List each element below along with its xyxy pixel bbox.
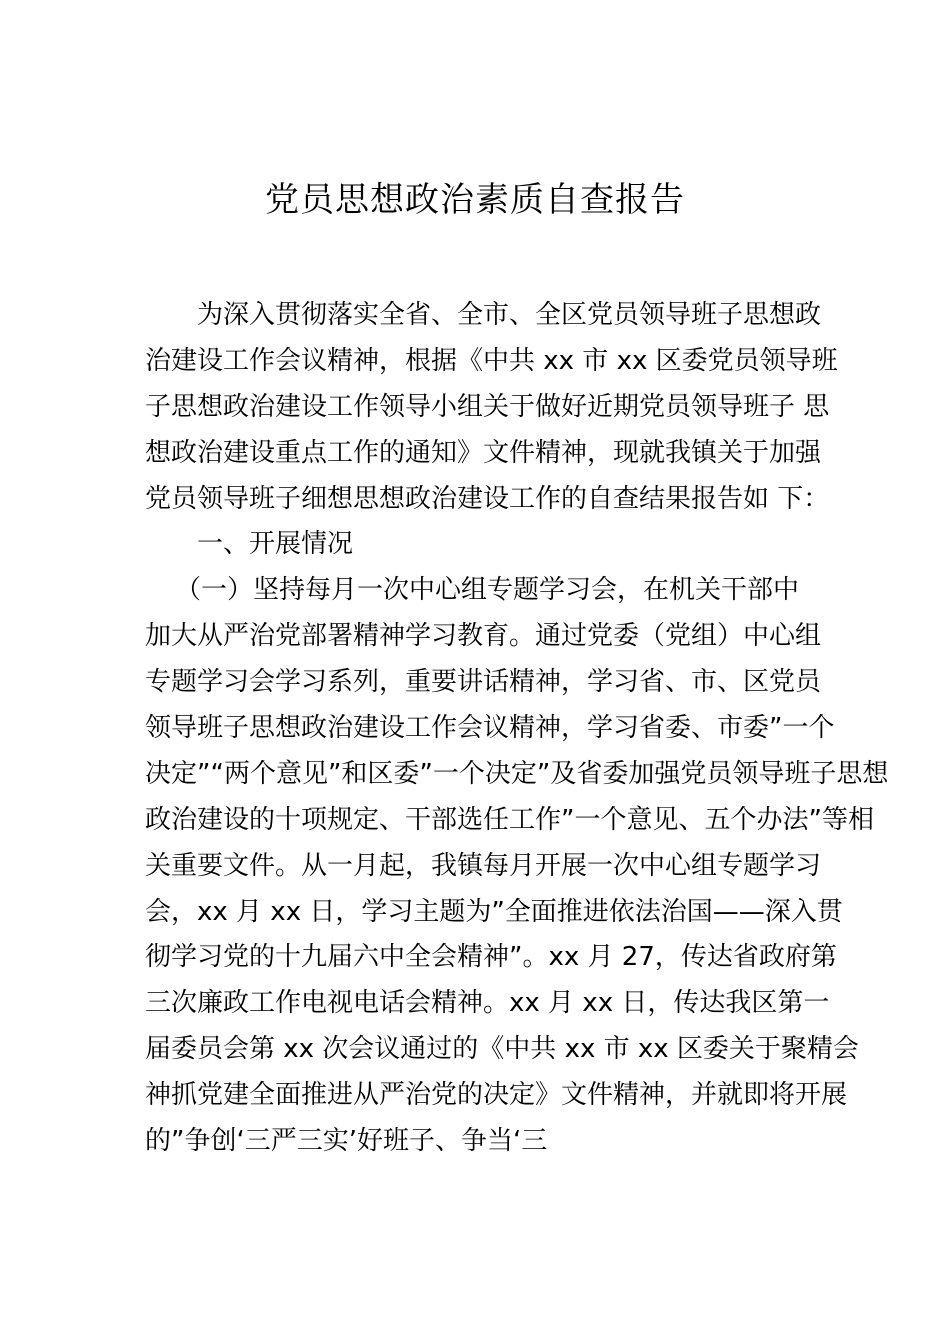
section-heading: 一、开展情况 [197, 529, 354, 560]
document-body [145, 293, 889, 1165]
paragraph-line: 政治建设的十项规定、干部选任工作”一个意见、五个办法”等相 [145, 804, 874, 835]
paragraph-line: 为深入贯彻落实全省、全市、全区党员领导班子思想政 [197, 300, 822, 330]
paragraph-line: 关重要文件。从一月起，我镇每月开展一次中心组专题学习 [145, 850, 822, 881]
paragraph-line: 神抓党建全面推进从严治党的决定》文件精神，并就即将开展 [145, 1080, 848, 1111]
paragraph-line: （一）坚持每月一次中心组专题学习会，在机关干部中 [175, 575, 800, 606]
paragraph-line: 会，xx 月 xx 日，学习主题为”全面推进依法治国——深入贯 [145, 896, 843, 927]
paragraph-line: 子思想政治建设工作领导小组关于做好近期党员领导班子 思 [145, 391, 830, 422]
paragraph-line: 三次廉政工作电视电话会精神。xx 月 xx 日，传达我区第一 [145, 988, 830, 1019]
document-title: 党员思想政治素质自查报告 [265, 180, 685, 220]
paragraph-line: 加大从严治党部署精神学习教育。通过党委（党组）中心组 [145, 621, 822, 652]
paragraph-line: 届委员会第 xx 次会议通过的《中共 xx 市 xx 区委关于聚精会 [145, 1034, 859, 1065]
paragraph-line: 专题学习会学习系列，重要讲话精神，学习省、市、区党员 [145, 667, 822, 698]
paragraph-line: 决定”“两个意见”和区委”一个决定”及省委加强党员领导班子思想 [145, 758, 889, 789]
paragraph-line: 领导班子思想政治建设工作会议精神，学习省委、市委”一个 [145, 713, 835, 744]
paragraph-line: 想政治建设重点工作的通知》文件精神，现就我镇关于加强 [145, 437, 822, 468]
paragraph-line: 治建设工作会议精神，根据《中共 xx 市 xx 区委党员领导班 [145, 345, 838, 376]
paragraph-line: 党员领导班子细想思想政治建设工作的自查结果报告如 下： [145, 483, 830, 514]
paragraph-line: 彻学习党的十九届六中全会精神”。xx 月 27，传达省政府第 [145, 942, 837, 973]
paragraph-line: 的”争创‘三严三实’好班子、争当‘三 [145, 1126, 548, 1157]
